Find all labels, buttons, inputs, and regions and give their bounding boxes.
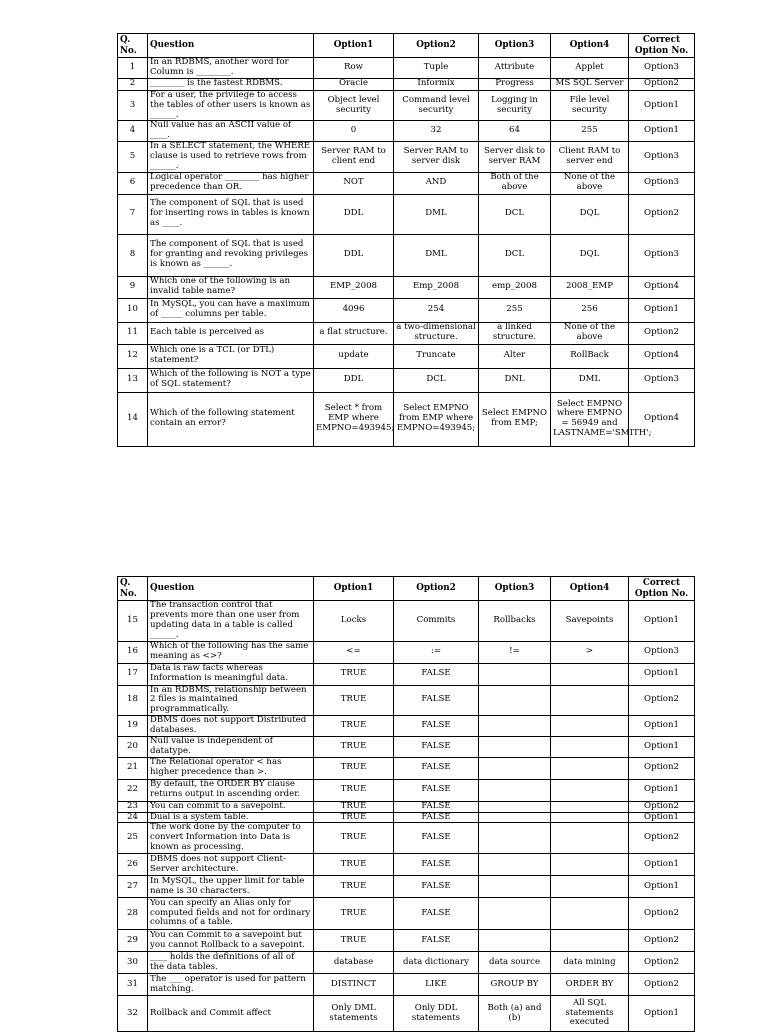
question-number: 11 (118, 322, 148, 344)
question-row (118, 172, 695, 194)
question-text: You can Commit to a savepoint but you cannot Rollback to a savepoint. (148, 930, 314, 952)
option3-cell: GROUP BY (479, 974, 551, 996)
option3-cell (479, 779, 551, 801)
question-number: 1 (118, 58, 148, 79)
option3-cell (479, 716, 551, 737)
correct-option-cell: Option2 (629, 757, 695, 779)
question-number: 14 (118, 392, 148, 446)
option1-cell: 4096 (314, 298, 394, 322)
option1-cell: TRUE (314, 736, 394, 757)
option3-cell: a linked structure. (479, 322, 551, 344)
option4-cell (551, 663, 629, 685)
option2-cell: LIKE (394, 974, 479, 996)
question-number: 19 (118, 716, 148, 737)
option4-cell: Applet (551, 58, 629, 79)
question-row (118, 322, 695, 344)
option2-cell: FALSE (394, 779, 479, 801)
option1-cell: <= (314, 641, 394, 663)
option3-cell: 255 (479, 298, 551, 322)
option1-cell: TRUE (314, 685, 394, 716)
correct-option-cell: Option1 (629, 716, 695, 737)
question-row (118, 90, 695, 121)
option4-cell: File level security (551, 90, 629, 121)
option3-cell: Logging in security (479, 90, 551, 121)
question-text: Data is raw facts whereas Information is meaningful data. (148, 663, 314, 685)
question-number: 26 (118, 854, 148, 876)
question-row (118, 996, 695, 1032)
question-row (118, 344, 695, 368)
question-table-1 (117, 33, 695, 447)
question-text: You can specify an Alias only for computed fields and not for ordinary columns of a table. (148, 898, 314, 930)
question-row (118, 823, 695, 854)
question-number: 7 (118, 194, 148, 234)
option1-cell: TRUE (314, 812, 394, 823)
question-text: In MySQL, you can have a maximum of _____ columns per table. (148, 298, 314, 322)
option4-cell: Savepoints (551, 601, 629, 642)
option3-cell (479, 663, 551, 685)
correct-option-cell: Option2 (629, 974, 695, 996)
question-text: For a user, the privilege to access the tables of other users is known as ______. (148, 90, 314, 121)
question-number: 12 (118, 344, 148, 368)
option2-cell: DCL (394, 368, 479, 392)
question-row (118, 601, 695, 642)
question-row (118, 276, 695, 298)
option3-cell: Rollbacks (479, 601, 551, 642)
question-text: Which one of the following is an invalid table name? (148, 276, 314, 298)
option4-cell: > (551, 641, 629, 663)
option2-cell: Truncate (394, 344, 479, 368)
header-option1: Option1 (314, 577, 394, 601)
question-number: 21 (118, 757, 148, 779)
correct-option-cell: Option3 (629, 368, 695, 392)
question-text: The transaction control that prevents more than one user from updating data in a table is called ______. (148, 601, 314, 642)
question-number: 5 (118, 142, 148, 173)
option4-cell: RollBack (551, 344, 629, 368)
option2-cell: Informix (394, 78, 479, 90)
header-qno: Q. No. (118, 577, 148, 601)
option4-cell: Select EMPNO where EMPNO = 56949 and LASTNAME='SMITH'; (551, 392, 629, 446)
question-text: The Relational operator < has higher precedence than >. (148, 757, 314, 779)
option3-cell: data source (479, 952, 551, 974)
header-option3: Option3 (479, 577, 551, 601)
question-table-2 (117, 576, 695, 1032)
question-number: 29 (118, 930, 148, 952)
correct-option-cell: Option2 (629, 823, 695, 854)
option2-cell: := (394, 641, 479, 663)
option2-cell: FALSE (394, 757, 479, 779)
option4-cell (551, 930, 629, 952)
correct-option-cell: Option1 (629, 812, 695, 823)
option1-cell: EMP_2008 (314, 276, 394, 298)
option2-cell: FALSE (394, 898, 479, 930)
option2-cell: Select EMPNO from EMP where EMPNO=493945; (394, 392, 479, 446)
correct-option-cell: Option4 (629, 392, 695, 446)
question-text: Each table is perceived as (148, 322, 314, 344)
option1-cell: Locks (314, 601, 394, 642)
option1-cell: Only DML statements (314, 996, 394, 1032)
question-row (118, 801, 695, 812)
question-number: 27 (118, 876, 148, 898)
correct-option-cell: Option3 (629, 641, 695, 663)
option1-cell: DDL (314, 234, 394, 276)
question-number: 24 (118, 812, 148, 823)
option4-cell (551, 898, 629, 930)
option4-cell: None of the above (551, 322, 629, 344)
question-number: 23 (118, 801, 148, 812)
option2-cell: FALSE (394, 876, 479, 898)
question-row (118, 757, 695, 779)
question-row (118, 812, 695, 823)
correct-option-cell: Option1 (629, 876, 695, 898)
option2-cell: Server RAM to server disk (394, 142, 479, 173)
correct-option-cell: Option2 (629, 952, 695, 974)
option2-cell: FALSE (394, 801, 479, 812)
question-row (118, 194, 695, 234)
option4-cell: DML (551, 368, 629, 392)
option1-cell: Row (314, 58, 394, 79)
option3-cell: Select EMPNO from EMP; (479, 392, 551, 446)
option2-cell: DML (394, 194, 479, 234)
question-row (118, 974, 695, 996)
option1-cell: TRUE (314, 898, 394, 930)
header-option3: Option3 (479, 34, 551, 58)
option4-cell (551, 716, 629, 737)
option1-cell: a flat structure. (314, 322, 394, 344)
header-option2: Option2 (394, 577, 479, 601)
option2-cell: FALSE (394, 685, 479, 716)
option4-cell (551, 685, 629, 716)
question-text: The component of SQL that is used for inserting rows in tables is known as ____. (148, 194, 314, 234)
question-number: 22 (118, 779, 148, 801)
option2-cell: Only DDL statements (394, 996, 479, 1032)
option1-cell: TRUE (314, 716, 394, 737)
question-number: 2 (118, 78, 148, 90)
option3-cell: emp_2008 (479, 276, 551, 298)
question-number: 32 (118, 996, 148, 1032)
option1-cell: TRUE (314, 823, 394, 854)
option1-cell: Oracle (314, 78, 394, 90)
option3-cell: Both of the above (479, 172, 551, 194)
option3-cell (479, 823, 551, 854)
question-text: Which of the following is NOT a type of SQL statement? (148, 368, 314, 392)
question-text: Dual is a system table. (148, 812, 314, 823)
option2-cell: data dictionary (394, 952, 479, 974)
question-number: 6 (118, 172, 148, 194)
question-number: 30 (118, 952, 148, 974)
option4-cell (551, 801, 629, 812)
question-row (118, 641, 695, 663)
question-text: Null value is independent of datatype. (148, 736, 314, 757)
option2-cell: AND (394, 172, 479, 194)
option3-cell (479, 930, 551, 952)
question-row (118, 898, 695, 930)
question-text: DBMS does not support Distributed databases. (148, 716, 314, 737)
question-text: In an RDBMS, relationship between 2 files is maintained programmatically. (148, 685, 314, 716)
option4-cell (551, 812, 629, 823)
correct-option-cell: Option1 (629, 121, 695, 142)
option3-cell: DCL (479, 194, 551, 234)
question-text: In an RDBMS, another word for Column is ________. (148, 58, 314, 79)
option3-cell: Both (a) and (b) (479, 996, 551, 1032)
option4-cell (551, 779, 629, 801)
question-row (118, 298, 695, 322)
header-question: Question (148, 577, 314, 601)
option2-cell: Emp_2008 (394, 276, 479, 298)
option1-cell: TRUE (314, 854, 394, 876)
question-text: You can commit to a savepoint. (148, 801, 314, 812)
option3-cell (479, 757, 551, 779)
option1-cell: Server RAM to client end (314, 142, 394, 173)
option2-cell: FALSE (394, 812, 479, 823)
option3-cell (479, 801, 551, 812)
option2-cell: 254 (394, 298, 479, 322)
option3-cell: Alter (479, 344, 551, 368)
header-qno: Q. No. (118, 34, 148, 58)
option4-cell (551, 757, 629, 779)
question-number: 17 (118, 663, 148, 685)
option3-cell (479, 898, 551, 930)
option1-cell: NOT (314, 172, 394, 194)
correct-option-cell: Option4 (629, 276, 695, 298)
option2-cell: 32 (394, 121, 479, 142)
option2-cell: FALSE (394, 663, 479, 685)
question-row (118, 685, 695, 716)
option1-cell: TRUE (314, 757, 394, 779)
header-option1: Option1 (314, 34, 394, 58)
question-number: 25 (118, 823, 148, 854)
option4-cell: 2008_EMP (551, 276, 629, 298)
question-row (118, 663, 695, 685)
correct-option-cell: Option3 (629, 58, 695, 79)
option3-cell: DCL (479, 234, 551, 276)
correct-option-cell: Option1 (629, 90, 695, 121)
question-number: 31 (118, 974, 148, 996)
correct-option-cell: Option2 (629, 78, 695, 90)
question-text: Null value has an ASCII value of ____. (148, 121, 314, 142)
option3-cell: Server disk to server RAM (479, 142, 551, 173)
option2-cell: FALSE (394, 823, 479, 854)
correct-option-cell: Option3 (629, 172, 695, 194)
question-row (118, 368, 695, 392)
option1-cell: TRUE (314, 779, 394, 801)
option3-cell (479, 854, 551, 876)
question-text: By default, the ORDER BY clause returns output in ascending order. (148, 779, 314, 801)
option1-cell: TRUE (314, 663, 394, 685)
question-number: 18 (118, 685, 148, 716)
option1-cell: TRUE (314, 876, 394, 898)
option2-cell: FALSE (394, 854, 479, 876)
correct-option-cell: Option1 (629, 779, 695, 801)
question-row (118, 121, 695, 142)
question-row (118, 392, 695, 446)
question-number: 15 (118, 601, 148, 642)
question-number: 8 (118, 234, 148, 276)
correct-option-cell: Option1 (629, 996, 695, 1032)
option3-cell (479, 876, 551, 898)
question-text: Which one is a TCL (or DTL) statement? (148, 344, 314, 368)
option1-cell: database (314, 952, 394, 974)
question-text: The ___ operator is used for pattern matching. (148, 974, 314, 996)
question-text: The component of SQL that is used for granting and revoking privileges is known as ______. (148, 234, 314, 276)
question-text: Which of the following has the same meaning as <>? (148, 641, 314, 663)
question-row (118, 876, 695, 898)
option1-cell: DISTINCT (314, 974, 394, 996)
header-option4: Option4 (551, 34, 629, 58)
correct-option-cell: Option2 (629, 930, 695, 952)
question-text: Which of the following statement contain an error? (148, 392, 314, 446)
question-number: 9 (118, 276, 148, 298)
option1-cell: Select * from EMP where EMPNO=493945; (314, 392, 394, 446)
correct-option-cell: Option1 (629, 736, 695, 757)
question-text: ____ holds the definitions of all of the data tables. (148, 952, 314, 974)
option2-cell: Command level security (394, 90, 479, 121)
question-row (118, 78, 695, 90)
question-number: 3 (118, 90, 148, 121)
correct-option-cell: Option3 (629, 142, 695, 173)
question-row (118, 716, 695, 737)
option4-cell: All SQL statements executed (551, 996, 629, 1032)
option4-cell (551, 823, 629, 854)
option3-cell (479, 736, 551, 757)
question-row (118, 736, 695, 757)
question-row (118, 930, 695, 952)
question-number: 28 (118, 898, 148, 930)
option1-cell: DDL (314, 194, 394, 234)
option3-cell: Progress (479, 78, 551, 90)
question-row (118, 854, 695, 876)
option4-cell: DQL (551, 194, 629, 234)
correct-option-cell: Option1 (629, 298, 695, 322)
question-text: In MySQL, the upper limit for table name is 30 characters. (148, 876, 314, 898)
header-option2: Option2 (394, 34, 479, 58)
correct-option-cell: Option2 (629, 898, 695, 930)
correct-option-cell: Option2 (629, 801, 695, 812)
option1-cell: 0 (314, 121, 394, 142)
question-number: 4 (118, 121, 148, 142)
correct-option-cell: Option2 (629, 194, 695, 234)
header-option4: Option4 (551, 577, 629, 601)
option1-cell: update (314, 344, 394, 368)
question-text: Logical operator ________ has higher precedence than OR. (148, 172, 314, 194)
option2-cell: Commits (394, 601, 479, 642)
option1-cell: TRUE (314, 930, 394, 952)
question-text: DBMS does not support Client-Server architecture. (148, 854, 314, 876)
option3-cell: Attribute (479, 58, 551, 79)
question-text: Rollback and Commit affect (148, 996, 314, 1032)
option3-cell (479, 812, 551, 823)
option2-cell: FALSE (394, 736, 479, 757)
question-text: In a SELECT statement, the WHERE clause is used to retrieve rows from ______. (148, 142, 314, 173)
option2-cell: DML (394, 234, 479, 276)
correct-option-cell: Option2 (629, 685, 695, 716)
question-text: ________ is the fastest RDBMS. (148, 78, 314, 90)
question-number: 13 (118, 368, 148, 392)
header-question: Question (148, 34, 314, 58)
correct-option-cell: Option1 (629, 854, 695, 876)
option1-cell: DDL (314, 368, 394, 392)
option3-cell (479, 685, 551, 716)
question-row (118, 234, 695, 276)
header-correct-option: Correct Option No. (629, 577, 695, 601)
correct-option-cell: Option2 (629, 322, 695, 344)
question-number: 16 (118, 641, 148, 663)
option1-cell: TRUE (314, 801, 394, 812)
header-correct-option: Correct Option No. (629, 34, 695, 58)
question-row (118, 952, 695, 974)
option4-cell (551, 736, 629, 757)
option4-cell: 256 (551, 298, 629, 322)
option4-cell: ORDER BY (551, 974, 629, 996)
correct-option-cell: Option3 (629, 234, 695, 276)
option2-cell: Tuple (394, 58, 479, 79)
question-row (118, 142, 695, 173)
option4-cell: data mining (551, 952, 629, 974)
option2-cell: a two-dimensional structure. (394, 322, 479, 344)
option2-cell: FALSE (394, 716, 479, 737)
option4-cell (551, 854, 629, 876)
option4-cell (551, 876, 629, 898)
question-row (118, 779, 695, 801)
option2-cell: FALSE (394, 930, 479, 952)
question-text: The work done by the computer to convert Information into Data is known as processing. (148, 823, 314, 854)
correct-option-cell: Option1 (629, 601, 695, 642)
option1-cell: Object level security (314, 90, 394, 121)
correct-option-cell: Option1 (629, 663, 695, 685)
option3-cell: != (479, 641, 551, 663)
option4-cell: MS SQL Server (551, 78, 629, 90)
correct-option-cell: Option4 (629, 344, 695, 368)
option4-cell: DQL (551, 234, 629, 276)
option4-cell: None of the above (551, 172, 629, 194)
option3-cell: 64 (479, 121, 551, 142)
question-number: 10 (118, 298, 148, 322)
option4-cell: 255 (551, 121, 629, 142)
option3-cell: DNL (479, 368, 551, 392)
question-row (118, 58, 695, 79)
option4-cell: Client RAM to server end (551, 142, 629, 173)
question-number: 20 (118, 736, 148, 757)
